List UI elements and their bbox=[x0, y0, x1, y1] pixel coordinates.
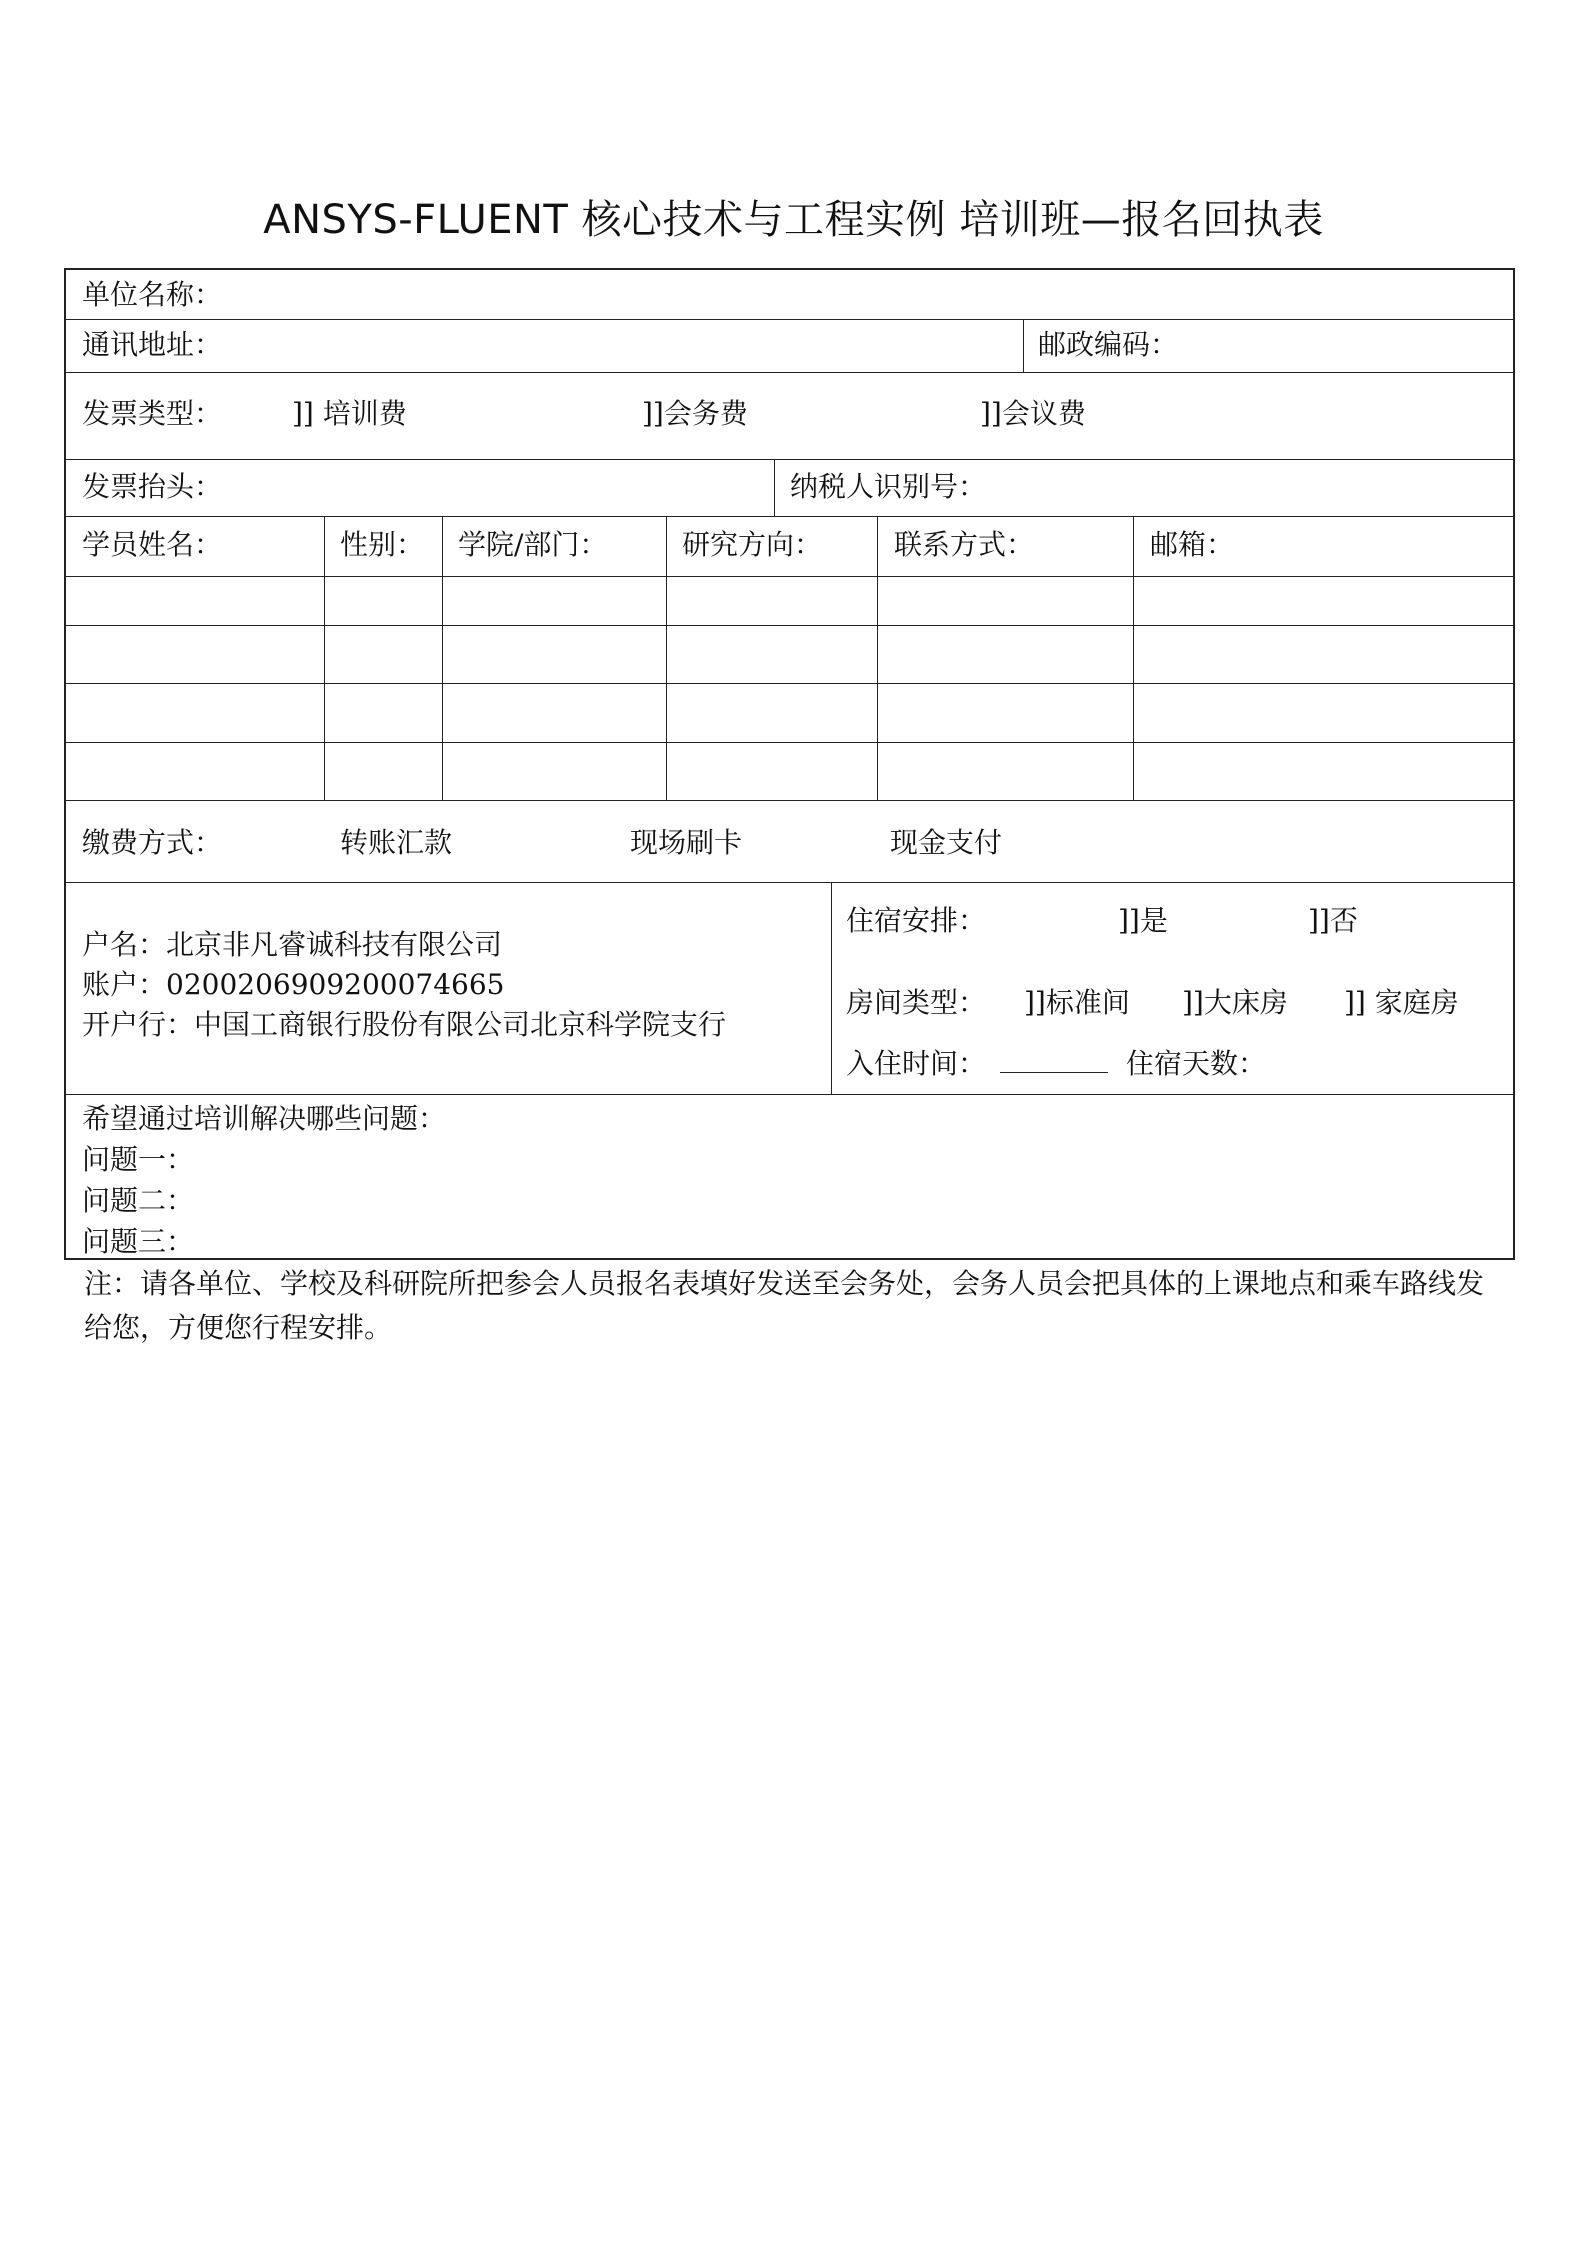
tax-id-label: 纳税人识别号： bbox=[790, 470, 987, 503]
row-divider bbox=[66, 516, 1515, 517]
question-1-label: 问题一： bbox=[82, 1143, 195, 1176]
row-divider bbox=[66, 1094, 1515, 1095]
lodging-option-yes[interactable]: ]]是 bbox=[1118, 904, 1168, 937]
column-divider bbox=[877, 516, 878, 800]
col-header-department: 学院/部门： bbox=[458, 528, 608, 561]
bank-account-name: 户名：北京非凡睿诚科技有限公司 bbox=[82, 928, 503, 961]
row-divider bbox=[66, 576, 1515, 577]
col-header-email: 邮箱： bbox=[1150, 528, 1235, 561]
postcode-label: 邮政编码： bbox=[1038, 328, 1179, 361]
column-divider bbox=[666, 516, 667, 800]
checkin-row bbox=[846, 1046, 1266, 1081]
invoice-type-label: 发票类型： bbox=[82, 397, 223, 430]
col-header-research: 研究方向： bbox=[682, 528, 823, 561]
invoice-option-training[interactable]: ]] 培训费 bbox=[292, 397, 407, 430]
payment-method-card[interactable]: 现场刷卡 bbox=[630, 826, 743, 859]
footnote: 注：请各单位、学校及科研院所把参会人员报名表填好发送至会务处，会务人员会把具体的上课地点和乘车路线发给您，方便您行程安排。 bbox=[84, 1267, 1485, 1344]
bank-account-number: 账户：0200206909200074665 bbox=[82, 968, 505, 1001]
column-divider bbox=[831, 882, 832, 1094]
column-divider bbox=[324, 516, 325, 800]
row-divider bbox=[66, 742, 1515, 743]
payment-method-transfer[interactable]: 转账汇款 bbox=[340, 826, 453, 859]
room-option-king[interactable]: ]]大床房 bbox=[1182, 986, 1288, 1019]
invoice-option-conference[interactable]: ]]会议费 bbox=[980, 397, 1086, 430]
stay-days-label: 住宿天数： bbox=[1126, 1047, 1267, 1080]
payment-method-cash[interactable]: 现金支付 bbox=[890, 826, 1003, 859]
question-2-label: 问题二： bbox=[82, 1184, 195, 1217]
checkin-label: 入住时间： bbox=[846, 1047, 987, 1080]
questions-label: 希望通过培训解决哪些问题： bbox=[82, 1102, 447, 1135]
page-title: ANSYS-FLUENT 核心技术与工程实例 培训班—报名回执表 bbox=[263, 197, 1324, 243]
row-divider bbox=[66, 319, 1515, 320]
col-header-gender: 性别： bbox=[340, 528, 425, 561]
question-3-label: 问题三： bbox=[82, 1225, 195, 1258]
invoice-header-label: 发票抬头： bbox=[82, 470, 223, 503]
column-divider bbox=[1023, 319, 1024, 372]
checkin-date-blank[interactable] bbox=[1000, 1046, 1108, 1073]
room-option-standard[interactable]: ]]标准间 bbox=[1024, 986, 1130, 1019]
invoice-option-meeting-service[interactable]: ]]会务费 bbox=[642, 397, 748, 430]
room-type-label: 房间类型： bbox=[846, 986, 987, 1019]
row-divider bbox=[66, 625, 1515, 626]
row-divider bbox=[66, 459, 1515, 460]
registration-form bbox=[64, 268, 1515, 1260]
column-divider bbox=[1133, 516, 1134, 800]
column-divider bbox=[442, 516, 443, 800]
lodging-option-no[interactable]: ]]否 bbox=[1308, 904, 1358, 937]
column-divider bbox=[774, 459, 775, 516]
row-divider bbox=[66, 800, 1515, 801]
room-option-family[interactable]: ]] 家庭房 bbox=[1344, 986, 1459, 1019]
address-label: 通讯地址： bbox=[82, 328, 223, 361]
row-divider bbox=[66, 683, 1515, 684]
row-divider bbox=[66, 372, 1515, 373]
lodging-label: 住宿安排： bbox=[846, 904, 987, 937]
row-divider bbox=[66, 882, 1515, 883]
col-header-name: 学员姓名： bbox=[82, 528, 223, 561]
bank-branch-name: 开户行：中国工商银行股份有限公司北京科学院支行 bbox=[82, 1008, 727, 1041]
col-header-contact: 联系方式： bbox=[894, 528, 1035, 561]
payment-label: 缴费方式： bbox=[82, 826, 223, 859]
unit-name-label: 单位名称： bbox=[82, 278, 223, 311]
